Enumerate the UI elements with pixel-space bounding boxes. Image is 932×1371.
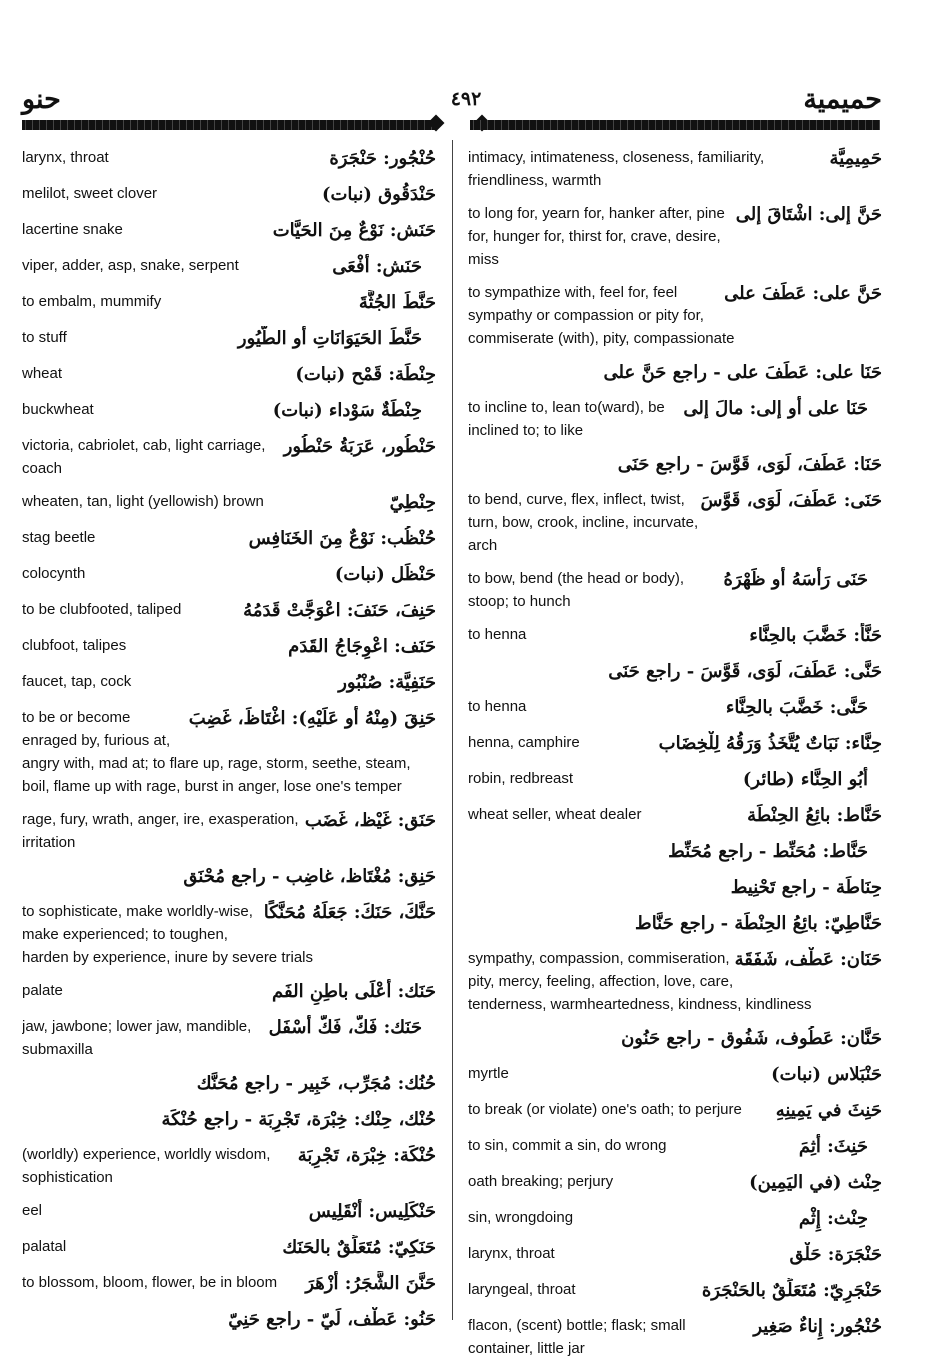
arabic-headword: حَنْجَرَة: حَلْق — [789, 1244, 882, 1265]
dictionary-entry — [468, 146, 882, 192]
arabic-headword: حِنْث (في اليَمِين) — [749, 1172, 882, 1193]
arabic-headword: حُنْجُور: حَنْجَرَة — [329, 148, 436, 169]
arabic-headword: حَنَّى: عَطَفَ، لَوَى، قَوَّسَ - راجع حَنَى — [608, 661, 882, 682]
arabic-headword: حَنَف: اعْوِجَاجُ القَدَم — [288, 636, 436, 657]
arabic-headword: حِنْطَةٌ سَوْداء (نبات) — [272, 400, 422, 421]
dictionary-entry — [22, 864, 436, 890]
dictionary-entry — [22, 1199, 436, 1225]
arabic-headword: حَنْكَلِيس: أَنْقَلِيس — [308, 1201, 436, 1222]
english-definition: to break (or violate) one's oath; to perjure — [468, 1101, 742, 1118]
dictionary-entry — [22, 1143, 436, 1189]
arabic-headword: حَنَّان: عَطُوف، شَفُوق - راجع حَنُون — [621, 1028, 882, 1049]
dictionary-entry — [22, 434, 436, 480]
dictionary-entry — [468, 1314, 882, 1360]
arabic-headword: حَنَّأ: خَضَّبَ بالحِنَّاء — [749, 625, 882, 646]
dictionary-entry — [468, 488, 882, 557]
dictionary-entry — [468, 1278, 882, 1304]
dictionary-entry — [22, 146, 436, 172]
dictionary-entry — [22, 634, 436, 660]
dictionary-entry — [468, 1026, 882, 1052]
arabic-headword: حَنَا على: عَطَفَ على - راجع حَنَّ على — [603, 362, 882, 383]
arabic-headword: حَنَك: فَكّ، فَكٌّ أَسْفَل — [268, 1017, 422, 1038]
english-definition: jaw, jawbone; lower jaw, mandible, submaxilla — [22, 1018, 252, 1058]
english-definition: intimacy, intimateness, closeness, familiarity, friendliness, warmth — [468, 149, 765, 189]
english-definition: to sympathize with, feel for, feel sympathy or compassion or pity for, commiserate (with), pity, compassionate — [468, 284, 735, 347]
english-definition: (worldly) experience, worldly wisdom, sophistication — [22, 1146, 271, 1186]
english-definition: melilot, sweet clover — [22, 185, 158, 202]
arabic-headword: حَنِثَ في يَمِينِهِ — [775, 1100, 882, 1121]
column-divider — [452, 140, 453, 1320]
english-definition: to bow, bend (the head or body), stoop; to hunch — [468, 570, 684, 610]
english-definition: buckwheat — [22, 401, 94, 418]
dictionary-entry — [468, 1062, 882, 1088]
arabic-headword: حَنَّطَ الجُثَّةَ — [358, 292, 436, 313]
dictionary-entry — [22, 1015, 436, 1061]
english-definition: stag beetle — [22, 529, 96, 546]
arabic-headword: حَنْبَلاس (نبات) — [771, 1064, 882, 1085]
arabic-headword: حَنَك: أَعْلَى باطِنِ الفَم — [272, 981, 436, 1002]
arabic-headword: حَنَّاط: مُحَنِّط - راجع مُحَنِّط — [668, 841, 868, 862]
arabic-headword: حِنَّاء: نَبَاتٌ يُتَّخَذُ وَرَقُهُ لِلْخِضَاب — [658, 733, 882, 754]
english-definition: sympathy, compassion, commiseration, pity, mercy, feeling, affection, love, care, tenderness, warmheartedness, kindness, kindliness — [468, 950, 812, 1013]
arabic-headword: حَنَا على أو إلى: مالَ إلى — [683, 398, 868, 419]
english-definition: larynx, throat — [468, 1245, 555, 1262]
arabic-headword: حَنَق: غَيْظ، غَضَب — [304, 810, 436, 831]
arabic-headword: حُنْكَة: خِبْرَة، تَجْرِبَة — [297, 1145, 436, 1166]
dictionary-entry — [468, 360, 882, 386]
dictionary-entry — [22, 398, 436, 424]
arabic-headword: حَنِفَ، حَنَفَ: اعْوَجَّتْ قَدَمُهُ — [243, 600, 436, 621]
header-rule-right — [470, 120, 880, 130]
dictionary-entry — [468, 1242, 882, 1268]
dictionary-entry — [22, 254, 436, 280]
arabic-headword: حَنَفِيَّة: صُنْبُور — [338, 672, 436, 693]
english-definition: to henna — [468, 626, 527, 643]
dictionary-entry — [22, 182, 436, 208]
english-definition: wheat — [22, 365, 63, 382]
english-definition: to sin, commit a sin, do wrong — [468, 1137, 667, 1154]
arabic-headword: حِنْطِيّ — [389, 492, 436, 513]
dictionary-entry — [22, 1271, 436, 1297]
dictionary-entry — [468, 396, 882, 442]
english-definition: to be clubfooted, taliped — [22, 601, 182, 618]
arabic-headword: حَنَش: نَوْعٌ مِنَ الحَيَّات — [272, 220, 436, 241]
dictionary-entry — [468, 1206, 882, 1232]
dictionary-entry — [22, 490, 436, 516]
english-definition: victoria, cabriolet, cab, light carriage, coach — [22, 437, 266, 477]
arabic-headword: حُنْك، حِنْك: خِبْرَة، تَجْرِبَة - راجع حُنْكَة — [161, 1109, 436, 1130]
arabic-headword: حَنَى رَأْسَهُ أو ظَهْرَهُ — [723, 569, 868, 590]
dictionary-entry — [468, 875, 882, 901]
dictionary-entry — [468, 452, 882, 478]
arabic-headword: حَمِيمِيَّة — [829, 148, 882, 169]
english-definition: palatal — [22, 1238, 67, 1255]
dictionary-entry — [468, 695, 882, 721]
dictionary-entry — [22, 218, 436, 244]
dictionary-entry — [468, 911, 882, 937]
dictionary-entry — [22, 326, 436, 352]
dictionary-entry — [22, 900, 436, 969]
dictionary-entry — [22, 670, 436, 696]
arabic-headword: حَنَّنَ الشَّجَرُ: أَزْهَرَ — [305, 1273, 436, 1294]
dictionary-entry — [22, 1307, 436, 1333]
english-definition: palate — [22, 982, 63, 999]
english-definition: wheaten, tan, light (yellowish) brown — [22, 493, 264, 510]
english-definition: eel — [22, 1202, 43, 1219]
arabic-headword: حِنْث: إِثْم — [798, 1208, 868, 1229]
english-definition: to henna — [468, 698, 527, 715]
arabic-headword: حِنْطَة: قَمْح (نبات) — [295, 364, 436, 385]
dictionary-entry — [468, 803, 882, 829]
arabic-headword: حَنَّطَ الحَيَوَانَاتِ أو الطُّيُور — [237, 328, 422, 349]
english-definition: wheat seller, wheat dealer — [468, 806, 642, 823]
english-definition: to bend, curve, flex, inflect, twist, turn, bow, crook, incline, incurvate, arch — [468, 491, 699, 554]
dictionary-entry — [468, 947, 882, 1016]
english-definition: faucet, tap, cock — [22, 673, 132, 690]
header-word-right: حميمية — [803, 84, 882, 115]
arabic-headword: حَنُو: عَطْف، لَيّ - راجع حَنِيّ — [228, 1309, 436, 1330]
arabic-headword: حَنَكِيّ: مُتَعَلِّقٌ بالحَنَك — [282, 1237, 436, 1258]
header-word-left: حنو — [22, 84, 61, 115]
dictionary-entry — [468, 1170, 882, 1196]
dictionary-entry — [22, 979, 436, 1005]
dictionary-entry — [468, 659, 882, 685]
english-definition: to embalm, mummify — [22, 293, 162, 310]
left-column — [22, 146, 436, 1343]
arabic-headword: حَنِق: مُغْتَاظ، غاضِب - راجع مُحْنَق — [183, 866, 436, 887]
english-definition: henna, camphire — [468, 734, 580, 751]
english-definition: clubfoot, talipes — [22, 637, 127, 654]
english-definition: lacertine snake — [22, 221, 123, 238]
dictionary-entry — [22, 526, 436, 552]
english-definition: myrtle — [468, 1065, 509, 1082]
arabic-headword: حَنْدَقُوق (نبات) — [321, 184, 436, 205]
dictionary-entry — [468, 767, 882, 793]
arabic-headword: حَنَى: عَطَفَ، لَوَى، قَوَّسَ — [700, 490, 882, 511]
english-definition: laryngeal, throat — [468, 1281, 576, 1298]
english-definition: robin, redbreast — [468, 770, 574, 787]
dictionary-entry — [22, 362, 436, 388]
english-definition: flacon, (scent) bottle; flask; small container, little jar — [468, 1317, 686, 1357]
dictionary-entry — [468, 567, 882, 613]
english-definition: to be or become enraged by, furious at, angry with, mad at; to flare up, rage, storm, seethe, steam, boil, flame up with rage, burst in anger, lose one's temper — [22, 709, 411, 795]
dictionary-entry — [468, 202, 882, 271]
english-definition: rage, fury, wrath, anger, ire, exasperation, irritation — [22, 811, 299, 851]
english-definition: to sophisticate, make worldly-wise, make experienced; to toughen, harden by experience, inure by severe trials — [22, 903, 313, 966]
page-number: ٤٩٢ — [450, 88, 482, 110]
dictionary-entry — [22, 1107, 436, 1133]
dictionary-entry — [22, 1235, 436, 1261]
english-definition: to long for, yearn for, hanker after, pine for, hunger for, thirst for, crave, desire, miss — [468, 205, 725, 268]
english-definition: to stuff — [22, 329, 67, 346]
header-rule-left — [22, 120, 437, 130]
english-definition: sin, wrongdoing — [468, 1209, 574, 1226]
dictionary-entry — [22, 1071, 436, 1097]
arabic-headword: حَنَش: أَفْعَى — [332, 256, 422, 277]
arabic-headword: حَنَان: عَطْف، شَفَقَة — [734, 949, 882, 970]
right-column — [468, 146, 882, 1370]
english-definition: to incline to, lean to(ward), be inclined to; to like — [468, 399, 665, 439]
dictionary-entry — [22, 562, 436, 588]
dictionary-entry — [22, 598, 436, 624]
arabic-headword: حَنَّ إلى: اشْتَاقَ إلى — [735, 204, 882, 225]
arabic-headword: حُنُك: مُجَرِّب، خَبِير - راجع مُحَنَّك — [196, 1073, 436, 1094]
arabic-headword: حَنْطُور، عَرَبَةُ حَنْطُور — [283, 436, 436, 457]
dictionary-entry — [468, 1134, 882, 1160]
english-definition: oath breaking; perjury — [468, 1173, 614, 1190]
dictionary-entry — [468, 281, 882, 350]
arabic-headword: حَنْظَل (نبات) — [334, 564, 436, 585]
arabic-headword: حَنِقَ (مِنْهُ أو عَلَيْهِ): اغْتَاظَ، غَضِبَ — [188, 708, 436, 729]
arabic-headword: حَنِثَ: أَثِمَ — [798, 1136, 868, 1157]
dictionary-entry — [22, 808, 436, 854]
arabic-headword: حَنَّ على: عَطَفَ على — [724, 283, 882, 304]
arabic-headword: حَنَّى: خَضَّبَ بالحِنَّاء — [725, 697, 868, 718]
dictionary-entry — [468, 839, 882, 865]
dictionary-entry — [468, 623, 882, 649]
arabic-headword: حُنْجُور: إِناءٌ صَغِير — [753, 1316, 882, 1337]
arabic-headword: حَنَّاطِيّ: بائِعُ الحِنْطَة - راجع حَنَّاط — [635, 913, 882, 934]
dictionary-entry — [22, 290, 436, 316]
arabic-headword: حُنْظُب: نَوْعٌ مِنَ الخَنَافِس — [248, 528, 436, 549]
dictionary-entry — [468, 731, 882, 757]
english-definition: to blossom, bloom, flower, be in bloom — [22, 1274, 278, 1291]
arabic-headword: حَنَا: عَطَفَ، لَوَى، قَوَّسَ - راجع حَنَى — [617, 454, 882, 475]
english-definition: colocynth — [22, 565, 86, 582]
arabic-headword: حَنَّكَ، حَنَكَ: جَعَلَهُ مُحَنَّكًا — [263, 902, 436, 923]
arabic-headword: حِنَاطَة - راجع تَحْنِيط — [730, 877, 882, 898]
arabic-headword: أَبُو الحِنَّاء (طائر) — [742, 769, 868, 790]
english-definition: viper, adder, asp, snake, serpent — [22, 257, 239, 274]
arabic-headword: حَنْجَرِيّ: مُتَعَلِّقٌ بالحَنْجَرَة — [701, 1280, 882, 1301]
dictionary-entry — [22, 706, 436, 798]
english-definition: larynx, throat — [22, 149, 109, 166]
arabic-headword: حَنَّاط: بائِعُ الحِنْطَة — [747, 805, 882, 826]
dictionary-entry — [468, 1098, 882, 1124]
